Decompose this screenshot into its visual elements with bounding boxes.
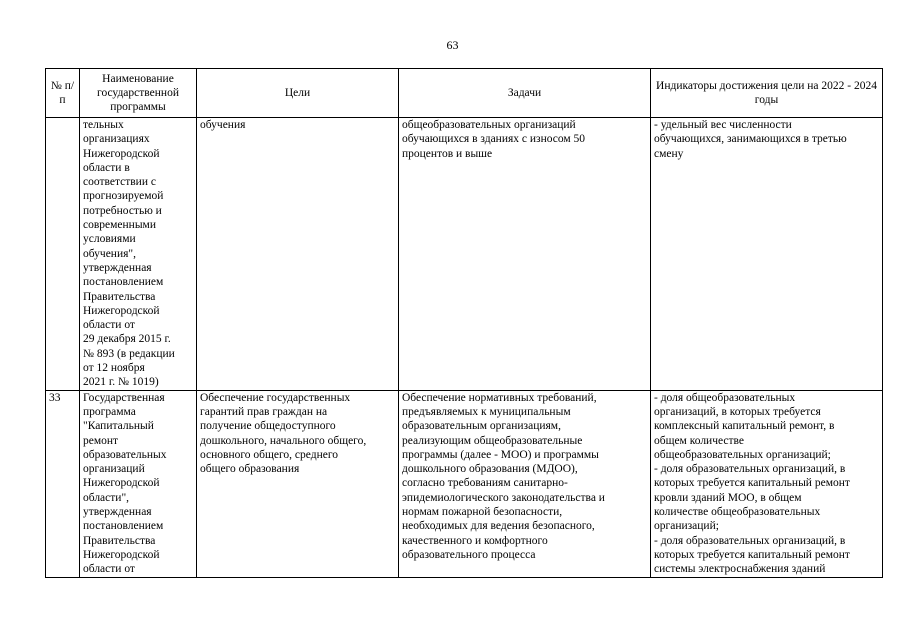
programs-table bbox=[45, 68, 883, 578]
row-indicators: - доля общеобразовательных организаций, в которых требуется комплексный капитальный ремонт, в общем количестве общеобразовательных организаций; - доля образовательных организаций, в которых требуется капитальный ремонт кровли зданий МОО, в общем количестве общеобразовательных организаций; - доля образовательных организаций, в которых требуется капитальный ремонт системы электроснабжения зданий bbox=[651, 390, 883, 577]
row-goals: Обеспечение государственных гарантий прав граждан на получение общедоступного дошкольного, начального общего, основного общего, среднего общего образования bbox=[197, 390, 399, 577]
row-tasks: общеобразовательных организаций обучающихся в зданиях с износом 50 процентов и выше bbox=[399, 118, 651, 391]
row-goals: обучения bbox=[197, 118, 399, 391]
table-row bbox=[46, 118, 883, 391]
header-goals: Цели bbox=[197, 69, 399, 118]
row-tasks: Обеспечение нормативных требований, предъявляемых к муниципальным образовательным организациям, реализующим общеобразовательные программы (далее - МОО) и программы дошкольного образования (МДОО), согласно требованиям санитарно- эпидемиологического законодательства и нормам пожарной безопасности, необходимых для ведения безопасного, качественного и комфортного образовательного процесса bbox=[399, 390, 651, 577]
row-program-name: тельных организациях Нижегородской области в соответствии с прогнозируемой потребностью и современными условиями обучения", утвержденная постановлением Правительства Нижегородской области от 29 декабря 2015 г. № 893 (в редакции от 12 ноября 2021 г. № 1019) bbox=[80, 118, 197, 391]
row-program-name: Государственная программа "Капитальный ремонт образовательных организаций Нижегородской области", утвержденная постановлением Правительства Нижегородской области от bbox=[80, 390, 197, 577]
page-number: 63 bbox=[446, 38, 459, 52]
table-header-row bbox=[46, 69, 883, 118]
header-num: № п/п bbox=[46, 69, 80, 118]
row-indicators: - удельный вес численности обучающихся, занимающихся в третью смену bbox=[651, 118, 883, 391]
row-num: 33 bbox=[46, 390, 80, 577]
header-indicators: Индикаторы достижения цели на 2022 - 2024 годы bbox=[651, 69, 883, 118]
row-num bbox=[46, 118, 80, 391]
header-tasks: Задачи bbox=[399, 69, 651, 118]
header-program-name: Наименование государственной программы bbox=[80, 69, 197, 118]
table-row bbox=[46, 390, 883, 577]
